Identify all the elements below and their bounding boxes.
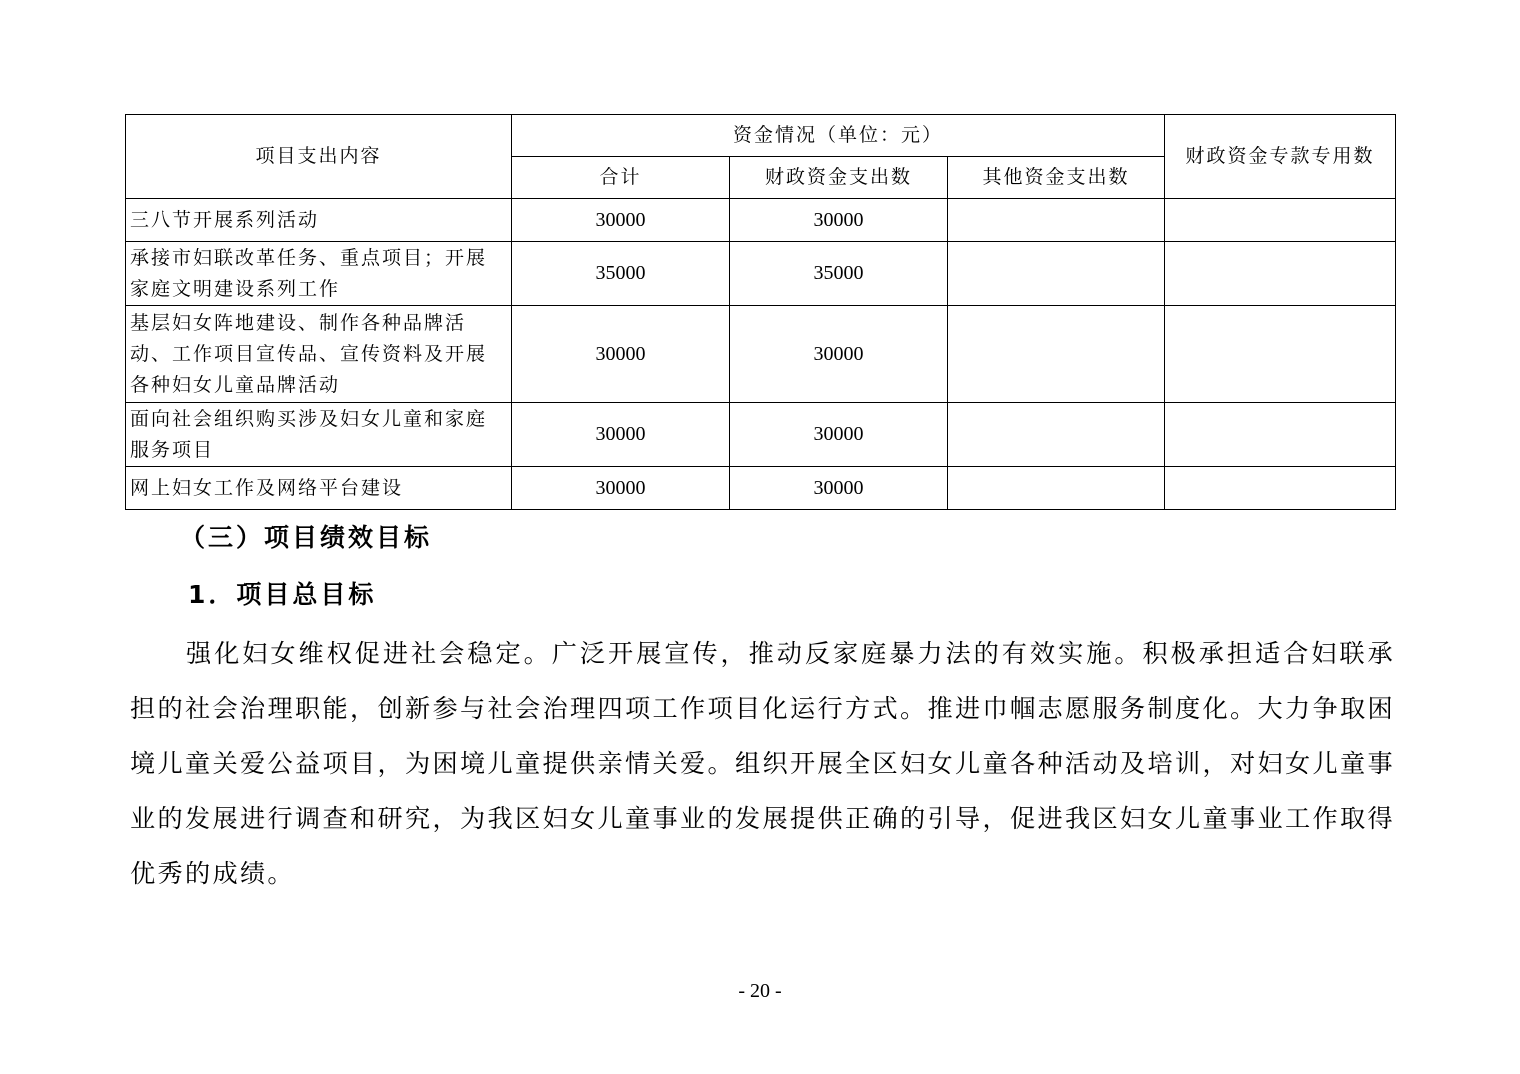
row-fiscal: 35000 — [730, 242, 948, 306]
table-row — [126, 306, 1396, 403]
section-heading: （三）项目绩效目标 — [180, 523, 433, 552]
row-total: 30000 — [512, 199, 730, 242]
table-row — [126, 467, 1396, 510]
row-other — [948, 242, 1165, 306]
row-total: 30000 — [512, 306, 730, 403]
row-special — [1165, 306, 1396, 403]
row-special — [1165, 467, 1396, 510]
section-subheading: 1．项目总目标 — [188, 580, 377, 609]
row-total: 35000 — [512, 242, 730, 306]
body-paragraph: 强化妇女维权促进社会稳定。广泛开展宣传，推动反家庭暴力法的有效实施。积极承担适合妇联承担的社会治理职能，创新参与社会治理四项工作项目化运行方式。推进巾帼志愿服务制度化。大力争取困境儿童关爱公益项目，为困境儿童提供亲情关爱。组织开展全区妇女儿童各种活动及培训，对妇女儿童事业的发展进行调查和研究，为我区妇女儿童事业的发展提供正确的引导，促进我区妇女儿童事业工作取得优秀的成绩。 — [130, 639, 1395, 888]
row-content: 承接市妇联改革任务、重点项目；开展家庭文明建设系列工作 — [126, 242, 512, 306]
header-fiscal-spend: 财政资金支出数 — [730, 157, 948, 199]
table-row — [126, 199, 1396, 242]
row-special — [1165, 199, 1396, 242]
row-total: 30000 — [512, 403, 730, 467]
row-fiscal: 30000 — [730, 467, 948, 510]
header-special-fund: 财政资金专款专用数 — [1165, 115, 1396, 199]
header-funds-group: 资金情况（单位：元） — [512, 115, 1165, 157]
row-special — [1165, 403, 1396, 467]
row-other — [948, 467, 1165, 510]
row-other — [948, 403, 1165, 467]
row-other — [948, 306, 1165, 403]
row-fiscal: 30000 — [730, 306, 948, 403]
header-other-spend: 其他资金支出数 — [948, 157, 1165, 199]
row-content: 三八节开展系列活动 — [126, 199, 512, 242]
row-fiscal: 30000 — [730, 403, 948, 467]
header-content: 项目支出内容 — [126, 115, 512, 199]
table-row — [126, 242, 1396, 306]
page-number: - 20 - — [738, 980, 782, 1002]
row-special — [1165, 242, 1396, 306]
header-total: 合计 — [512, 157, 730, 199]
table-row — [126, 403, 1396, 467]
row-fiscal: 30000 — [730, 199, 948, 242]
row-content: 面向社会组织购买涉及妇女儿童和家庭服务项目 — [126, 403, 512, 467]
row-other — [948, 199, 1165, 242]
row-content: 网上妇女工作及网络平台建设 — [126, 467, 512, 510]
row-total: 30000 — [512, 467, 730, 510]
row-content: 基层妇女阵地建设、制作各种品牌活动、工作项目宣传品、宣传资料及开展各种妇女儿童品牌活动 — [126, 306, 512, 403]
budget-table — [125, 114, 1396, 510]
